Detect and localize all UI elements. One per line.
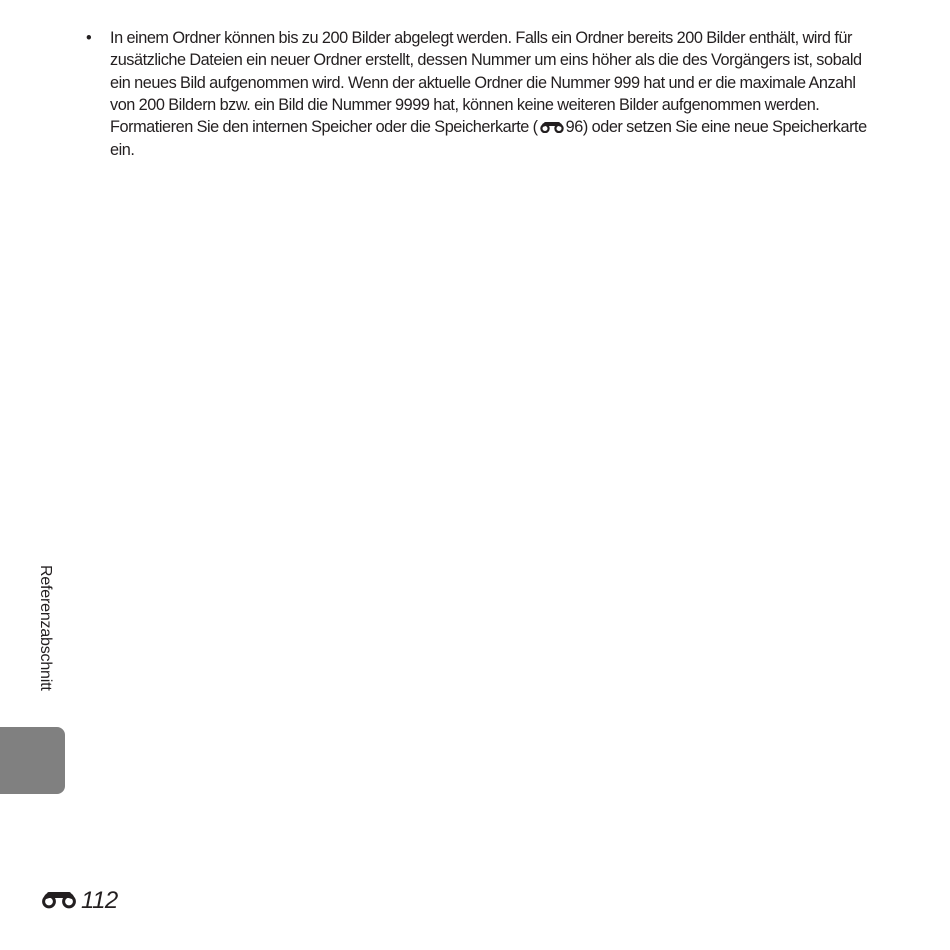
page-number: [40, 887, 118, 915]
paragraph-text: In einem Ordner können bis zu 200 Bilder abgelegt werden. Falls ein Ordner bereits 200 Bilder enthält, wird für zusätzliche Dateien ein neuer Ordner erstellt, dessen Nummer um eins höher als die des Vorgängers ist, sobald ein neues Bild aufgenommen wird. Wenn der aktuelle Ordner die Nummer 999 hat und er die maximale Anzahl von 200 Bildern bzw. ein Bild die Nummer 9999 hat, können keine weiteren Bilder aufgenommen werden. Formatieren Sie den internen Speicher oder die Speicherkarte (: [110, 29, 862, 137]
bullet-mark: •: [86, 29, 92, 47]
binoculars-icon: [539, 117, 565, 139]
page-number-text: 112: [81, 887, 118, 914]
reference-page-number[interactable]: 96: [565, 118, 583, 137]
page-content: [86, 27, 876, 162]
paragraph-text-end: ) oder setzen Sie eine neue Speicherkarte ein.: [110, 118, 867, 160]
binoculars-icon: [40, 889, 78, 914]
section-tab: [0, 727, 65, 794]
section-label: Referenzabschnitt: [37, 565, 54, 691]
bullet-item: [86, 27, 876, 162]
